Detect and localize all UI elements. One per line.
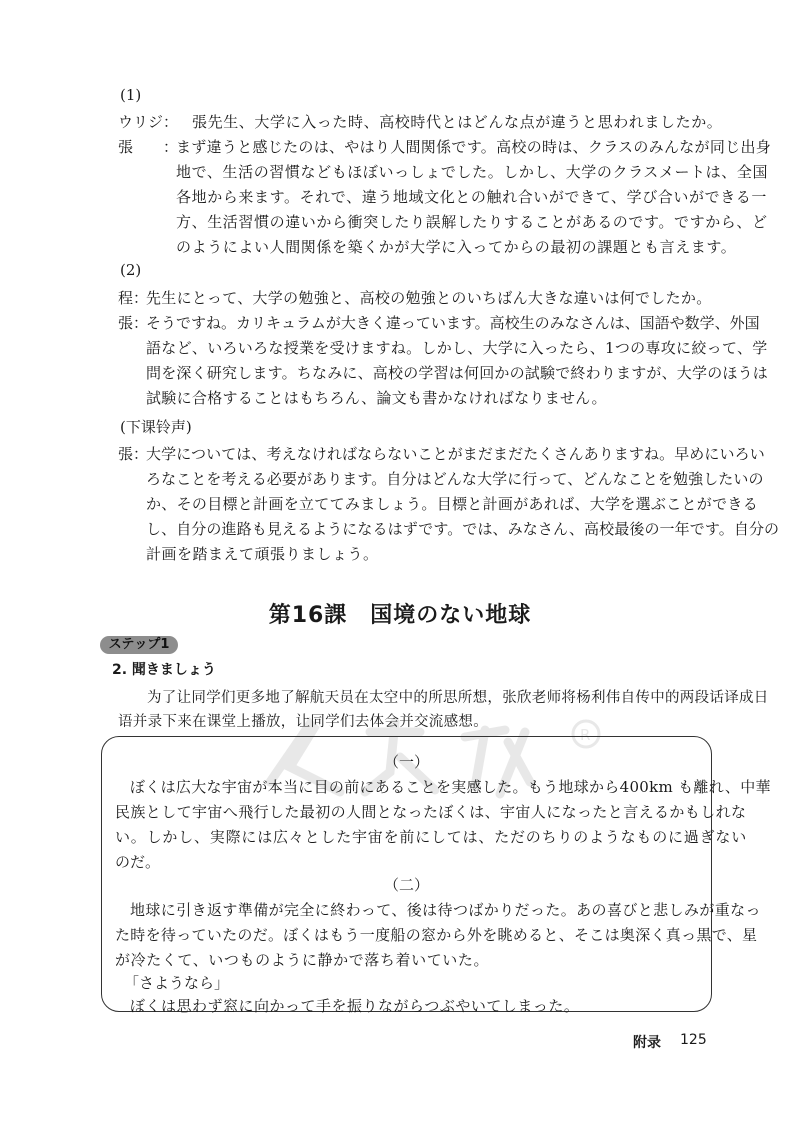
passage-line: た時を待っていたのだ。ぼくはもう一度船の窓から外を眺めると、そこは奥深く真っ黒で、星 — [115, 926, 758, 944]
passage-line: 民族として宇宙へ飛行した最初の人間となったぼくは、宇宙人になったと言えるかもしれな — [115, 803, 747, 821]
passage-line: が冷たくて、いつものように静かで落ち着いていた。 — [115, 951, 490, 969]
section-marker-2: (2) — [120, 261, 142, 279]
dialogue-line: 語など、いろいろな授業を受けますね。しかし、大学に入ったら、1つの専攻に絞って、学 — [146, 339, 768, 357]
dialogue-line: のようによい人間関係を築くかが大学に入ってからの最初の課題とも言えます。 — [176, 238, 737, 256]
speaker-zhang: 張 ： — [118, 138, 179, 156]
passage-line: ぼくは思わず窓に向かって手を振りながらつぶやいてしまった。 — [130, 997, 580, 1015]
dialogue-line: 計画を踏まえて頑張りましょう。 — [146, 545, 379, 563]
speaker-urigi: ウリジ： — [118, 113, 179, 131]
page-number: 125 — [680, 1032, 707, 1048]
speaker-cheng: 程： — [118, 289, 149, 307]
passage-label-1: （一） — [383, 753, 429, 771]
exercise-heading: 2. 聞きましょう — [112, 662, 216, 678]
passage-line: のだ。 — [115, 853, 161, 871]
dialogue-line: し、自分の進路も見えるようになるはずです。では、みなさん、高校最後の一年です。自分の — [146, 520, 780, 538]
svg-text:R: R — [580, 726, 591, 744]
dialogue-line: 方、生活習慣の違いから衝突したり誤解したりすることがあるのです。ですから、ど — [176, 213, 768, 231]
lesson-title: 第16課 国境のない地球 — [268, 603, 532, 628]
passage-line: 「さようなら」 — [124, 974, 230, 992]
step-badge: ステップ1 — [100, 636, 178, 654]
passage-line: ぼくは広大な宇宙が本当に目の前にあることを実感した。もう地球から400km も離れ、中華 — [130, 778, 771, 796]
instruction-line: 为了让同学们更多地了解航天员在太空中的所思所想，张欣老师将杨利伟自传中的两段话译成日 — [147, 690, 769, 706]
dialogue-line: 張先生、大学に入った時、高校時代とはどんな点が違うと思われましたか。 — [192, 113, 723, 131]
section-marker-bell: (下课铃声) — [120, 418, 192, 436]
dialogue-line: そうですね。カリキュラムが大きく違っています。高校生のみなさんは、国語や数学、外国 — [146, 314, 760, 332]
dialogue-line: 問を深く研究します。ちなみに、高校の学習は何回かの試験で終わりますが、大学のほうは — [146, 364, 769, 382]
dialogue-line: 地で、生活の習慣などもほぼいっしょでした。しかし、大学のクラスメートは、全国 — [176, 163, 769, 181]
passage-label-2: （二） — [383, 876, 429, 894]
passage-line: い。しかし、実際には広々とした宇宙を前にしては、ただのちりのようなものに過ぎない — [115, 828, 748, 846]
dialogue-line: か、その目標と計画を立ててみましょう。目標と計画があれば、大学を選ぶことができる — [146, 495, 759, 513]
passage-line: 地球に引き返す準備が完全に終わって、後は待つばかりだった。あの喜びと悲しみが重なっ — [130, 901, 761, 919]
dialogue-line: ろなことを考える必要があります。自分はどんな大学に行って、どんなことを勉強したいの — [146, 470, 764, 488]
dialogue-line: 大学については、考えなければならないことがまだまだたくさんありますね。早めにいろい — [146, 445, 765, 463]
speaker-zhang: 張： — [118, 314, 149, 332]
dialogue-line: 各地から来ます。それで、違う地域文化との触れ合いができて、学び合いができる一 — [176, 188, 768, 206]
instruction-line: 语并录下来在课堂上播放，让同学们去体会并交流感想。 — [118, 714, 488, 730]
dialogue-line: 先生にとって、大学の勉強と、高校の勉強とのいちばん大きな違いは何でしたか。 — [146, 289, 712, 307]
section-marker-1: (1) — [120, 86, 142, 104]
dialogue-line: まず違うと感じたのは、やはり人間関係です。高校の時は、クラスのみんなが同じ出身 — [176, 138, 772, 156]
speaker-zhang: 張： — [118, 445, 149, 463]
dialogue-line: 試験に合格することはもちろん、論文も書かなければなりません。 — [146, 389, 607, 407]
footer-label: 附录 — [633, 1035, 661, 1051]
